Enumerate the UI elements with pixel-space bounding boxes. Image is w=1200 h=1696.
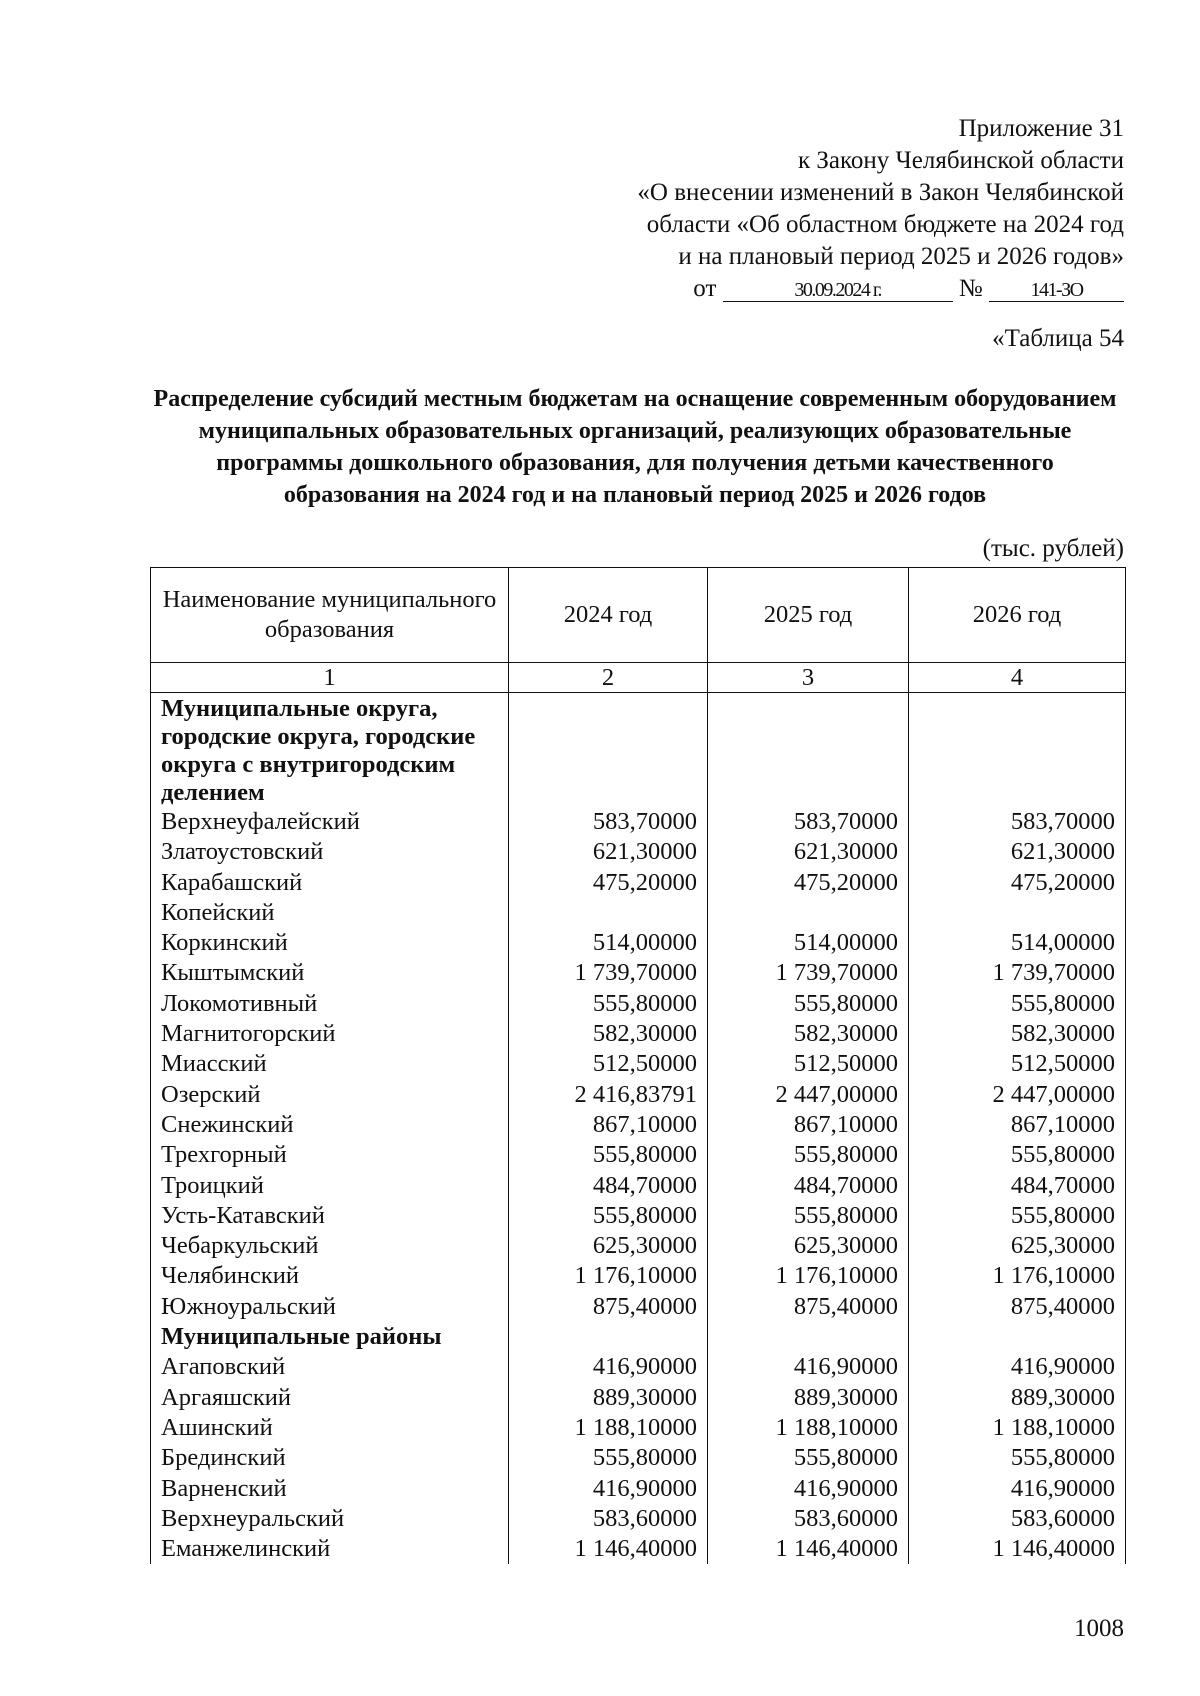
value-2025: 621,30000 (708, 837, 909, 867)
group-title: Муниципальные районы (151, 1322, 509, 1352)
value-2025: 1 176,10000 (708, 1261, 909, 1291)
value-2025: 555,80000 (708, 1443, 909, 1473)
municipality-name: Аргаяшский (151, 1383, 509, 1413)
table-number: «Таблица 54 (992, 325, 1124, 352)
table-row (151, 1231, 1126, 1261)
empty-cell (509, 693, 708, 808)
group-title: Муниципальные округа, городские округа, городские округа с внутригородским делением (151, 693, 509, 808)
table-row (151, 1019, 1126, 1049)
table-row (151, 1413, 1126, 1443)
table-row (151, 1383, 1126, 1413)
column-number: 1 (151, 663, 509, 693)
value-2025: 889,30000 (708, 1383, 909, 1413)
table-row (151, 898, 1126, 928)
value-2026 (909, 898, 1126, 928)
value-2026: 512,50000 (909, 1049, 1126, 1079)
value-2025: 484,70000 (708, 1171, 909, 1201)
value-2024: 1 176,10000 (509, 1261, 708, 1291)
municipality-name: Карабашский (151, 868, 509, 898)
document-title: Распределение субсидий местным бюджетам на оснащение современным оборудованием муниципальных образовательных организаций, реализующих образовательные программы дошкольного образования, для получения детьми качественного образования на 2024 год и на плановый период 2025 и 2026 годов (153, 386, 1117, 508)
municipality-name: Троицкий (151, 1171, 509, 1201)
empty-cell (909, 1322, 1126, 1352)
value-2025 (708, 898, 909, 928)
column-number: 4 (909, 663, 1126, 693)
value-2024: 2 416,83791 (509, 1080, 708, 1110)
value-2025: 583,70000 (708, 807, 909, 837)
municipality-name: Верхнеуральский (151, 1504, 509, 1534)
table-row (151, 1140, 1126, 1170)
value-2026: 416,90000 (909, 1474, 1126, 1504)
value-2025: 555,80000 (708, 989, 909, 1019)
law-title-line-2: области «Об областном бюджете на 2024 год (646, 211, 1124, 238)
value-2026: 621,30000 (909, 837, 1126, 867)
from-label: от (693, 275, 717, 302)
value-2024: 867,10000 (509, 1110, 708, 1140)
value-2026: 1 176,10000 (909, 1261, 1126, 1291)
value-2024: 875,40000 (509, 1292, 708, 1322)
value-2026: 582,30000 (909, 1019, 1126, 1049)
table-row (151, 1443, 1126, 1473)
value-2025: 514,00000 (708, 928, 909, 958)
municipality-name: Брединский (151, 1443, 509, 1473)
value-2026: 484,70000 (909, 1171, 1126, 1201)
table-row (151, 1292, 1126, 1322)
column-header-municipality: Наименование муниципального образования (151, 568, 509, 663)
value-2026: 514,00000 (909, 928, 1126, 958)
table-row (151, 989, 1126, 1019)
value-2024: 1 188,10000 (509, 1413, 708, 1443)
value-2026: 867,10000 (909, 1110, 1126, 1140)
value-2024: 555,80000 (509, 1140, 708, 1170)
value-2026: 625,30000 (909, 1231, 1126, 1261)
table-row (151, 1201, 1126, 1231)
value-2024: 416,90000 (509, 1352, 708, 1382)
law-number: 141-ЗО (989, 279, 1124, 302)
table-row (151, 1049, 1126, 1079)
table-row (151, 837, 1126, 867)
value-2026: 555,80000 (909, 1201, 1126, 1231)
law-title-line-3: и на плановый период 2025 и 2026 годов» (678, 243, 1124, 270)
table-row (151, 1261, 1126, 1291)
municipality-name: Южноуральский (151, 1292, 509, 1322)
table-row (151, 868, 1126, 898)
table-row (151, 1171, 1126, 1201)
table-row (151, 1110, 1126, 1140)
value-2024: 621,30000 (509, 837, 708, 867)
value-2024: 583,60000 (509, 1504, 708, 1534)
table-row (151, 1504, 1126, 1534)
municipality-name: Трехгорный (151, 1140, 509, 1170)
value-2026: 1 188,10000 (909, 1413, 1126, 1443)
value-2026: 555,80000 (909, 1140, 1126, 1170)
value-2024: 583,70000 (509, 807, 708, 837)
value-2026: 583,70000 (909, 807, 1126, 837)
value-2024: 889,30000 (509, 1383, 708, 1413)
value-2025: 555,80000 (708, 1140, 909, 1170)
column-number: 3 (708, 663, 909, 693)
group-row (151, 1322, 1126, 1352)
subsidy-table (150, 567, 1126, 1564)
table-body (151, 693, 1126, 1565)
value-2026: 1 146,40000 (909, 1534, 1126, 1564)
value-2025: 1 739,70000 (708, 958, 909, 988)
value-2026: 475,20000 (909, 868, 1126, 898)
value-2024: 484,70000 (509, 1171, 708, 1201)
value-2024: 555,80000 (509, 1201, 708, 1231)
municipality-name: Ашинский (151, 1413, 509, 1443)
value-2024: 514,00000 (509, 928, 708, 958)
table-row (151, 1352, 1126, 1382)
value-2026: 889,30000 (909, 1383, 1126, 1413)
municipality-name: Еманжелинский (151, 1534, 509, 1564)
units-label: (тыс. рублей) (982, 535, 1124, 562)
municipality-name: Усть-Катавский (151, 1201, 509, 1231)
value-2024: 555,80000 (509, 989, 708, 1019)
value-2025: 475,20000 (708, 868, 909, 898)
law-date-number (637, 273, 1124, 305)
value-2024: 582,30000 (509, 1019, 708, 1049)
value-2024: 1 146,40000 (509, 1534, 708, 1564)
column-header-2024: 2024 год (509, 568, 708, 663)
value-2025: 867,10000 (708, 1110, 909, 1140)
table-row (151, 1534, 1126, 1564)
column-header-2026: 2026 год (909, 568, 1126, 663)
law-date: 30.09.2024 г. (723, 279, 953, 302)
law-reference: к Закону Челябинской области (798, 147, 1124, 174)
municipality-name: Озерский (151, 1080, 509, 1110)
value-2025: 416,90000 (708, 1352, 909, 1382)
value-2026: 1 739,70000 (909, 958, 1126, 988)
municipality-name: Снежинский (151, 1110, 509, 1140)
appendix-header (637, 113, 1124, 305)
value-2024 (509, 898, 708, 928)
value-2025: 416,90000 (708, 1474, 909, 1504)
value-2025: 625,30000 (708, 1231, 909, 1261)
municipality-name: Копейский (151, 898, 509, 928)
empty-cell (708, 693, 909, 808)
municipality-name: Локомотивный (151, 989, 509, 1019)
municipality-name: Чебаркульский (151, 1231, 509, 1261)
municipality-name: Кыштымский (151, 958, 509, 988)
municipality-name: Челябинский (151, 1261, 509, 1291)
municipality-name: Верхнеуфалейский (151, 807, 509, 837)
value-2024: 416,90000 (509, 1474, 708, 1504)
value-2024: 625,30000 (509, 1231, 708, 1261)
number-label: № (958, 275, 983, 302)
value-2025: 555,80000 (708, 1201, 909, 1231)
value-2026: 875,40000 (909, 1292, 1126, 1322)
value-2024: 512,50000 (509, 1049, 708, 1079)
municipality-name: Агаповский (151, 1352, 509, 1382)
table-row (151, 958, 1126, 988)
value-2025: 512,50000 (708, 1049, 909, 1079)
group-row (151, 693, 1126, 808)
value-2026: 583,60000 (909, 1504, 1126, 1534)
appendix-number: Приложение 31 (958, 115, 1124, 142)
value-2025: 1 188,10000 (708, 1413, 909, 1443)
table-row (151, 928, 1126, 958)
value-2026: 555,80000 (909, 1443, 1126, 1473)
municipality-name: Коркинский (151, 928, 509, 958)
municipality-name: Миасский (151, 1049, 509, 1079)
table-row (151, 807, 1126, 837)
column-number: 2 (509, 663, 708, 693)
value-2026: 555,80000 (909, 989, 1126, 1019)
empty-cell (708, 1322, 909, 1352)
value-2026: 2 447,00000 (909, 1080, 1126, 1110)
value-2025: 582,30000 (708, 1019, 909, 1049)
value-2024: 1 739,70000 (509, 958, 708, 988)
empty-cell (509, 1322, 708, 1352)
municipality-name: Златоустовский (151, 837, 509, 867)
municipality-name: Варненский (151, 1474, 509, 1504)
table-row (151, 1080, 1126, 1110)
value-2025: 583,60000 (708, 1504, 909, 1534)
column-header-2025: 2025 год (708, 568, 909, 663)
value-2025: 1 146,40000 (708, 1534, 909, 1564)
value-2025: 2 447,00000 (708, 1080, 909, 1110)
value-2024: 475,20000 (509, 868, 708, 898)
table-row (151, 1474, 1126, 1504)
page-number: 1008 (1074, 1615, 1124, 1642)
value-2024: 555,80000 (509, 1443, 708, 1473)
municipality-name: Магнитогорский (151, 1019, 509, 1049)
value-2025: 875,40000 (708, 1292, 909, 1322)
value-2026: 416,90000 (909, 1352, 1126, 1382)
empty-cell (909, 693, 1126, 808)
law-title-line-1: «О внесении изменений в Закон Челябинской (637, 179, 1124, 206)
